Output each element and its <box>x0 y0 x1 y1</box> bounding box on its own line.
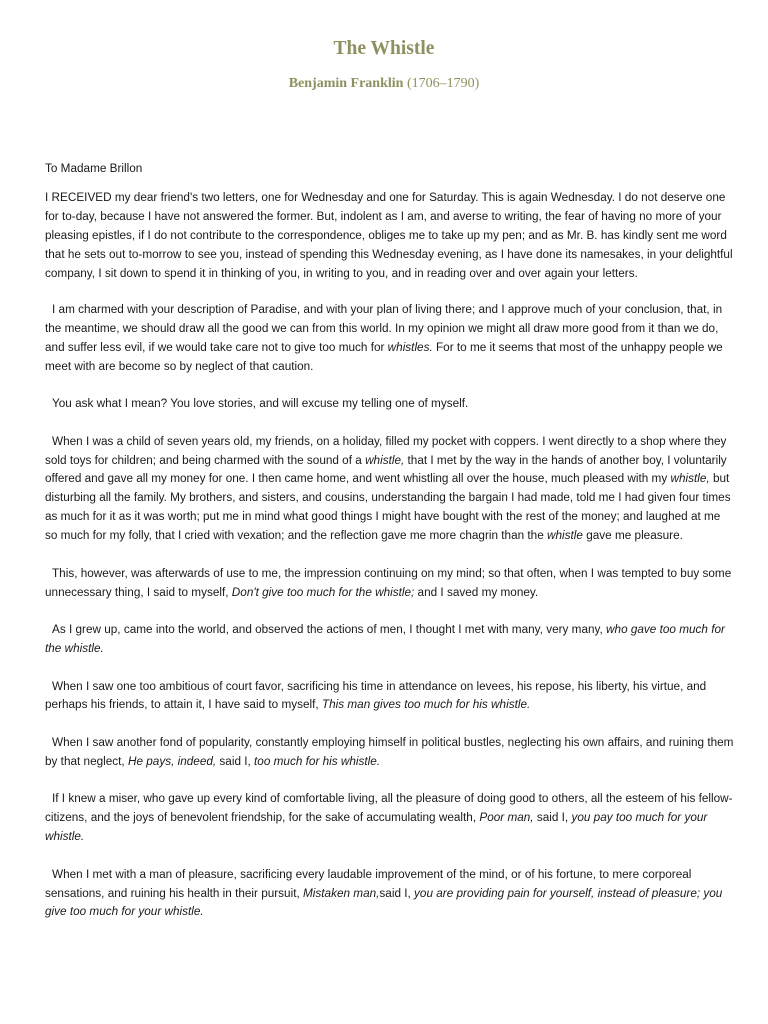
paragraph <box>45 790 735 847</box>
text-run: When I was a child of seven years old, my friends, on a holiday, filled my pocket with coppers. I went directly to a shop where they sold toys for children; and being charmed with the sound of a <box>45 434 727 467</box>
text-run: As I grew up, came into the world, and observed the actions of men, I thought I met with many, very many, <box>52 623 607 637</box>
italic-text: whistle <box>547 529 583 543</box>
paragraph <box>45 301 735 377</box>
italic-text: whistle, <box>670 472 710 486</box>
text-run: This, however, was afterwards of use to me, the impression continuing on my mind; so that often, when I was tempted to buy some unnecessary thing, I said to myself, <box>45 566 732 599</box>
byline <box>0 76 768 92</box>
text-run: said I, <box>533 811 572 825</box>
paragraph <box>45 189 735 284</box>
paragraph <box>45 395 735 414</box>
paragraph <box>45 866 735 923</box>
text-run: When I saw one too ambitious of court favor, sacrificing his time in attendance on levees, his repose, his liberty, his virtue, and perhaps his friends, to attain it, I have said to myself, <box>45 679 707 712</box>
author-name: Benjamin Franklin <box>288 76 404 91</box>
salutation: To Madame Brillon <box>45 162 143 175</box>
paragraph <box>45 678 735 716</box>
author-dates: (1706–1790) <box>406 76 480 91</box>
paragraph-list <box>45 189 735 922</box>
text-run: When I met with a man of pleasure, sacrificing every laudable improvement of the mind, or of his fortune, to mere corporeal sensations, and ruining his health in their pursuit, <box>45 867 692 900</box>
text-run: I am charmed with your description of Paradise, and with your plan of living there; and I approve much of your conclusion, that, in the meantime, we should draw all the good we can from this world. In my opinion we might all draw more good from it than we do, and suffer less evil, if we would take care not to give too much for <box>45 302 723 354</box>
text-run: gave me pleasure. <box>582 529 683 543</box>
document-title: The Whistle <box>333 38 435 59</box>
italic-text: Mistaken man, <box>303 886 380 900</box>
italic-text: Poor man, <box>479 811 534 825</box>
italic-text: He pays, indeed, <box>127 754 217 768</box>
italic-text: This man gives too much for his whistle. <box>321 698 531 712</box>
text-run: that I met by the way in the hands of another boy, I voluntarily offered and gave all my money for one. I then came home, and went whistling all over the house, much pleased with my <box>45 453 727 486</box>
paragraph <box>45 433 735 546</box>
text-run: You ask what I mean? You love stories, and will excuse my telling one of myself. <box>52 397 469 411</box>
text-run: I RECEIVED my dear friend's two letters, one for Wednesday and one for Saturday. This is again Wednesday. I do not deserve one for to-day, because I have not answered the former. But, indolent as I am, and averse to writing, the fear of having no more of your pleasing epistles, if I do not contribute to the correspondence, obliges me to take up my pen; and as Mr. B. has kindly sent me word that he sets out to-morrow to see you, instead of spending this Wednesday evening, as I have done its namesakes, in your delightful company, I sit down to spend it in thinking of you, in writing to you, and in reading over and over again your letters. <box>45 190 733 280</box>
text-run: When I saw another fond of popularity, constantly employing himself in political bustles, neglecting his own affairs, and ruining them by that neglect, <box>45 735 734 768</box>
paragraph <box>45 734 735 772</box>
italic-text: you pay too much for your whistle. <box>45 811 708 844</box>
letter-body <box>45 160 735 941</box>
text-run: said I, <box>379 886 415 900</box>
italic-text: whistles. <box>387 340 433 354</box>
text-run: but disturbing all the family. My brothers, and sisters, and cousins, understanding the bargain I had made, told me I had given four times as much for it as it was worth; put me in mind what good things I might have bought with the rest of the money; and laughed at me so much for my folly, that I cried with vexation; and the reflection gave me more chagrin than the <box>45 472 731 543</box>
text-run: If I knew a miser, who gave up every kind of comfortable living, all the pleasure of doing good to others, all the esteem of his fellow-citizens, and the joys of benevolent friendship, for the sake of accumulating wealth, <box>45 792 733 825</box>
text-run: and I saved my money. <box>414 585 539 599</box>
italic-text: too much for his whistle. <box>254 754 381 768</box>
paragraph <box>45 565 735 603</box>
italic-text: you are providing pain for yourself, instead of pleasure; you give too much for your whistle. <box>45 886 723 919</box>
italic-text: who gave too much for the whistle. <box>45 623 725 655</box>
italic-text: Don't give too much for the whistle; <box>231 585 415 599</box>
text-run: said I, <box>216 754 255 768</box>
italic-text: whistle, <box>365 453 405 467</box>
text-run: For to me it seems that most of the unhappy people we meet with are become so by neglect of that caution. <box>45 340 723 373</box>
paragraph <box>45 621 735 659</box>
